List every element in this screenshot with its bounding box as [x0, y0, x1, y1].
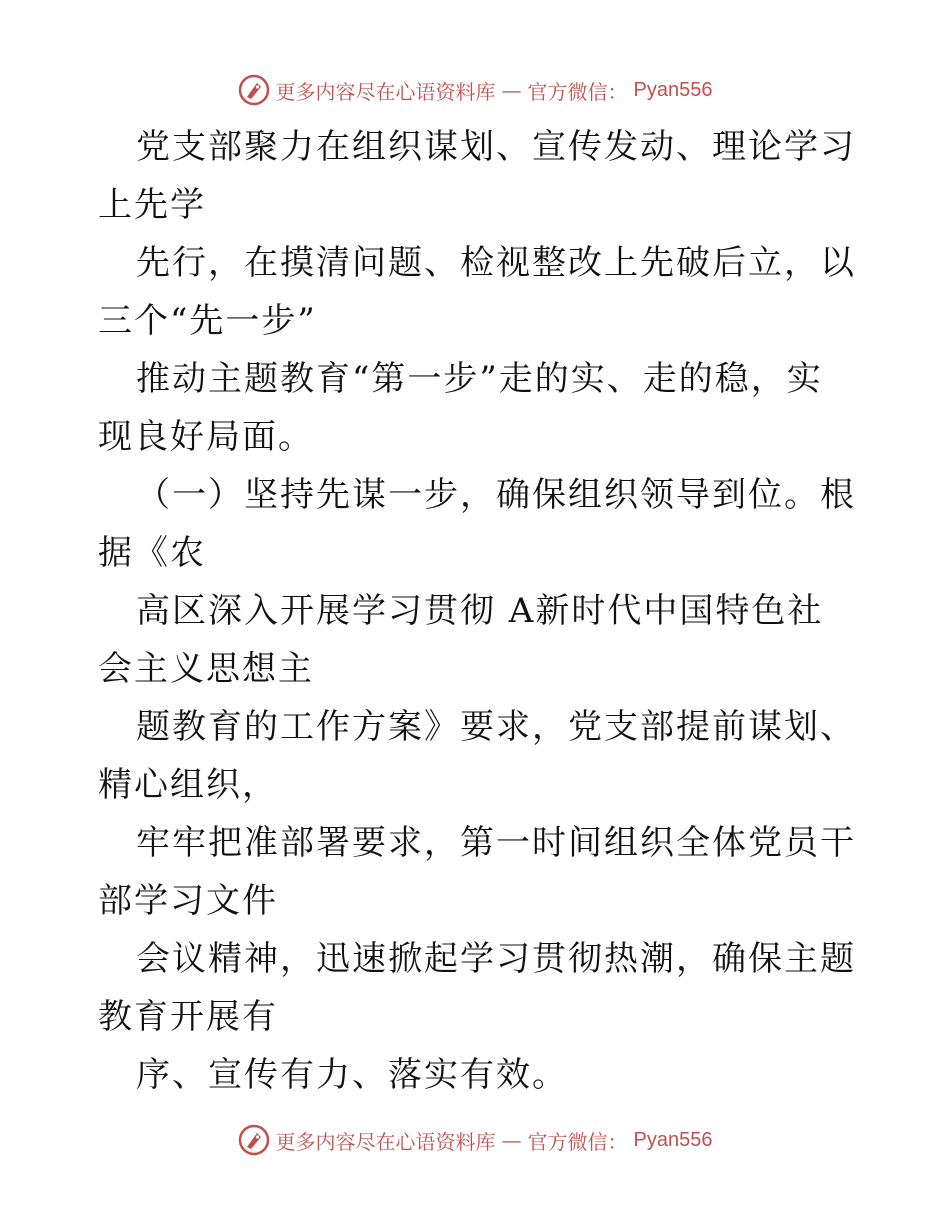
watermark-separator: — — [501, 1128, 522, 1152]
watermark-text: 更多内容尽在心语资料库 — [275, 1129, 496, 1154]
watermark-label: 官方微信： — [527, 79, 628, 104]
watermark-text: 更多内容尽在心语资料库 — [275, 79, 496, 104]
header-watermark — [0, 70, 950, 110]
paragraph: 会议精神，迅速掀起学习贯彻热潮，确保主题教育开展有 — [98, 939, 856, 1037]
watermark-separator: — — [501, 78, 522, 102]
paragraph: （一）坚持先谋一步，确保组织领导到位。根据《农 — [98, 475, 856, 573]
paragraph: 推动主题教育“第一步”走的实、走的稳，实现良好局面。 — [98, 359, 823, 457]
watermark-code: Pyan556 — [633, 78, 713, 101]
document-body — [98, 118, 858, 1104]
paragraph: 题教育的工作方案》要求，党支部提前谋划、精心组织， — [98, 707, 856, 805]
paragraph: 党支部聚力在组织谋划、宣传发动、理论学习上先学 — [98, 127, 856, 225]
paragraph: 序、宣传有力、落实有效。 — [136, 1055, 568, 1095]
paragraph: 牢牢把准部署要求，第一时间组织全体党员干部学习文件 — [98, 823, 856, 921]
watermark-label: 官方微信： — [527, 1129, 628, 1154]
pen-nib-logo-icon — [238, 1124, 270, 1156]
pen-nib-logo-icon — [238, 74, 270, 106]
paragraph: 先行，在摸清问题、检视整改上先破后立，以三个“先一步” — [98, 243, 856, 341]
watermark-code: Pyan556 — [633, 1128, 713, 1151]
footer-watermark — [0, 1120, 950, 1160]
paragraph: 高区深入开展学习贯彻 A新时代中国特色社会主义思想主 — [98, 591, 824, 689]
